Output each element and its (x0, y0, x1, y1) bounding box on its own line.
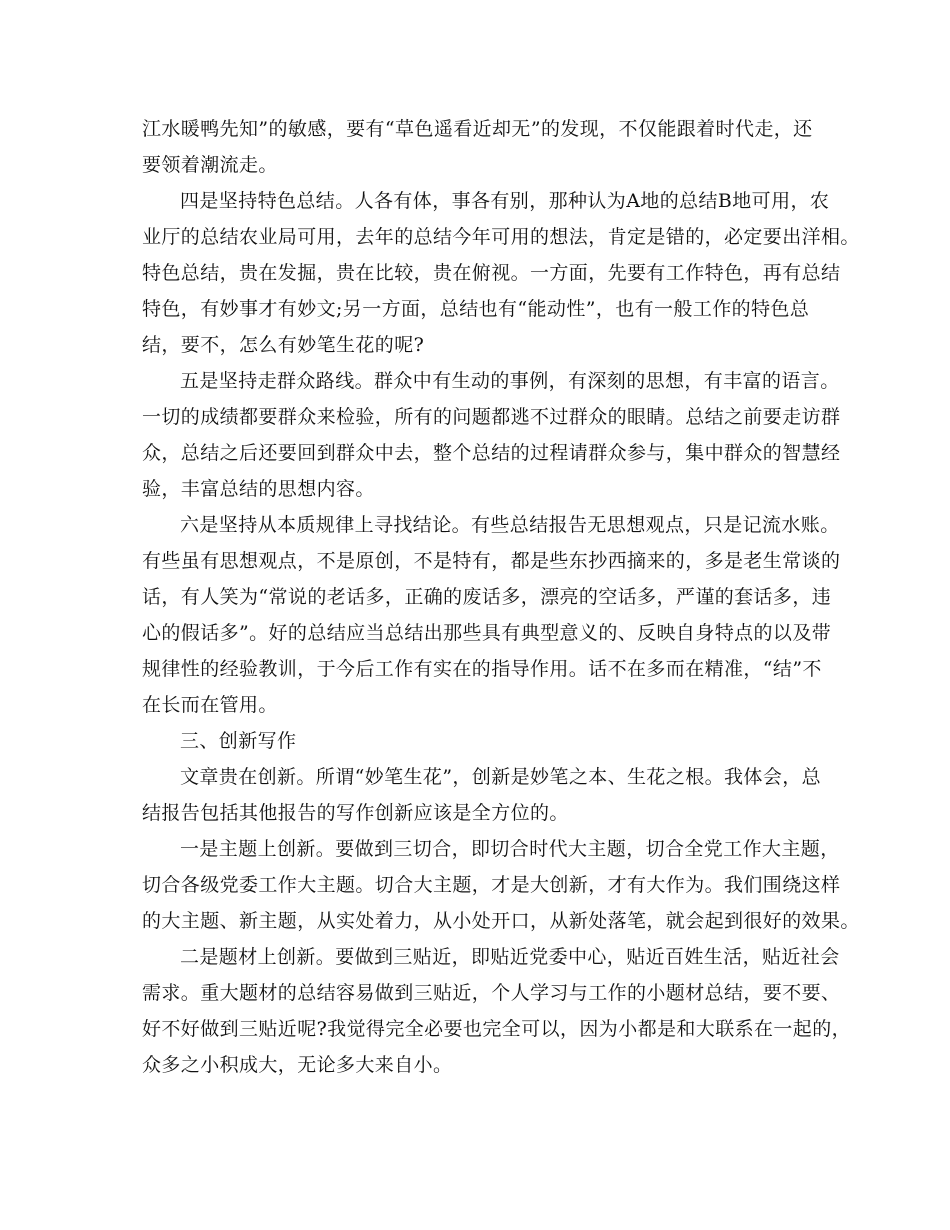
text-line: 三、创新写作 (180, 730, 297, 752)
text-line: 要领着潮流走。 (142, 154, 278, 176)
text-line: 一是主题上创新。要做到三切合，即切合时代大主题，切合全党工作大主题， (180, 838, 840, 860)
text-line: 四是坚持特色总结。人各有体，事各有别，那种认为A地的总结B地可用，农 (180, 190, 830, 212)
text-line: 有些虽有思想观点，不是原创，不是特有，都是些东抄西摘来的，多是老生常谈的 (142, 550, 841, 572)
text-line: 需求。重大题材的总结容易做到三贴近，个人学习与工作的小题材总结，要不要、 (142, 982, 841, 1004)
text-line: 规律性的经验教训，于今后工作有实在的指导作用。话不在多而在精准，“结”不 (142, 658, 822, 680)
text-line: 五是坚持走群众路线。群众中有生动的事例，有深刻的思想，有丰富的语言。 (180, 370, 840, 392)
text-line: 众，总结之后还要回到群众中去，整个总结的过程请群众参与，集中群众的智慧经 (142, 442, 841, 464)
text-line: 特色，有妙事才有妙文;另一方面，总结也有“能动性”，也有一般工作的特色总 (142, 298, 810, 320)
text-line: 一切的成绩都要群众来检验，所有的问题都逃不过群众的眼睛。总结之前要走访群 (142, 406, 841, 428)
text-line: 结报告包括其他报告的写作创新应该是全方位的。 (142, 802, 569, 824)
text-line: 话，有人笑为“常说的老话多，正确的废话多，漂亮的空话多，严谨的套话多，违 (142, 586, 832, 608)
text-line: 六是坚持从本质规律上寻找结论。有些总结报告无思想观点，只是记流水账。 (180, 514, 840, 536)
text-line: 切合各级党委工作大主题。切合大主题，才是大创新，才有大作为。我们围绕这样 (142, 874, 841, 896)
text-line: 的大主题、新主题，从实处着力，从小处开口，从新处落笔，就会起到很好的效果。 (142, 910, 860, 932)
text-line: 江水暖鸭先知”的敏感，要有“草色遥看近却无”的发现，不仅能跟着时代走，还 (142, 118, 813, 140)
text-line: 众多之小积成大，无论多大来自小。 (142, 1054, 453, 1076)
document-body (142, 111, 860, 1083)
text-line: 特色总结，贵在发掘，贵在比较，贵在俯视。一方面，先要有工作特色，再有总结 (142, 262, 841, 284)
text-line: 结，要不，怎么有妙笔生花的呢? (142, 334, 425, 356)
text-line: 心的假话多”。好的总结应当总结出那些具有典型意义的、反映自身特点的以及带 (142, 622, 832, 644)
text-line: 好不好做到三贴近呢?我觉得完全必要也完全可以，因为小都是和大联系在一起的， (142, 1018, 851, 1040)
text-line: 二是题材上创新。要做到三贴近，即贴近党委中心，贴近百姓生活，贴近社会 (180, 946, 840, 968)
text-line: 文章贵在创新。所谓“妙笔生花”，创新是妙笔之本、生花之根。我体会，总 (180, 766, 822, 788)
text-line: 在长而在管用。 (142, 694, 278, 716)
text-line: 业厅的总结农业局可用，去年的总结今年可用的想法，肯定是错的，必定要出洋相。 (142, 226, 860, 248)
text-line: 验，丰富总结的思想内容。 (142, 478, 375, 500)
